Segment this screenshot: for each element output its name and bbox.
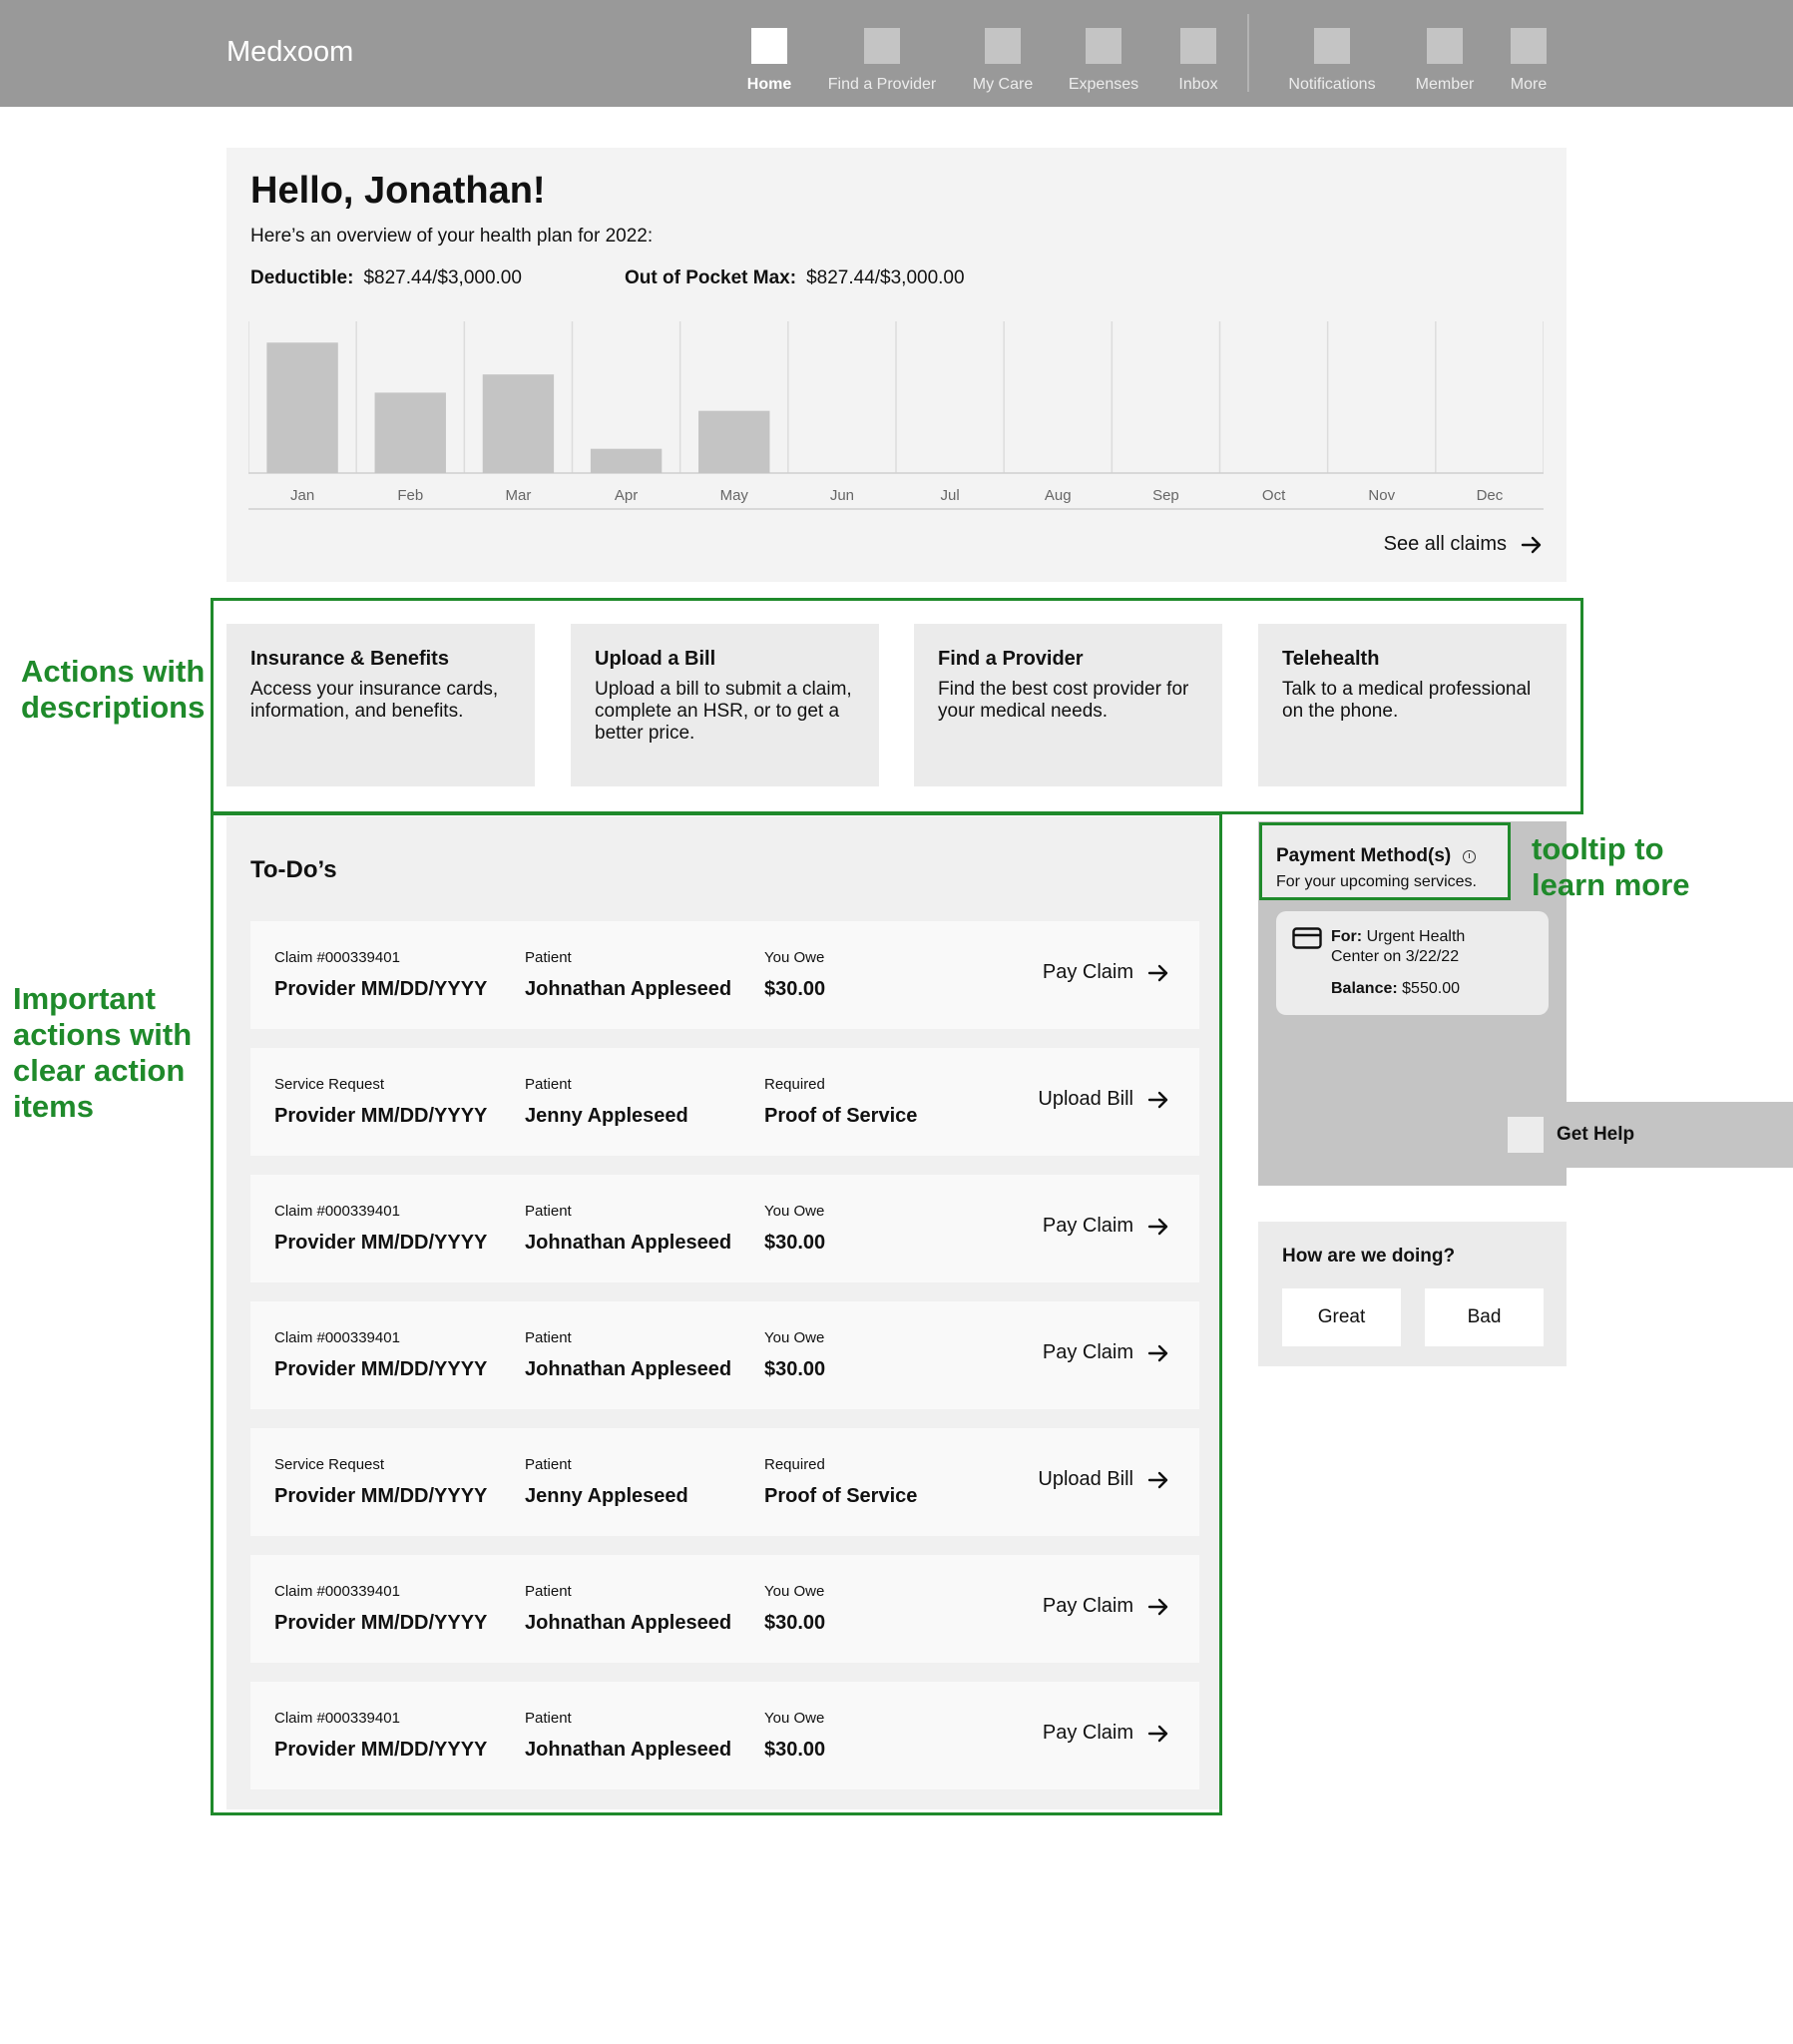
- chart-tick-label: Apr: [614, 487, 639, 504]
- todo-action-label: Pay Claim: [1042, 1595, 1133, 1617]
- todo-caption: Claim #000339401: [274, 949, 400, 966]
- todo-value: Jenny Appleseed: [525, 1105, 688, 1127]
- todo-caption: Service Request: [274, 1076, 385, 1093]
- todo-value: Provider MM/DD/YYYY: [274, 1739, 488, 1761]
- my-care-icon: [985, 28, 1021, 64]
- chart-tick-label: Jun: [829, 487, 855, 504]
- todo-value: $30.00: [764, 1358, 826, 1380]
- payment-for-line: [1331, 927, 1465, 967]
- todo-annotation: Important actions with clear action items: [13, 981, 193, 1124]
- todo-value: Jenny Appleseed: [525, 1485, 688, 1507]
- todo-value: Proof of Service: [764, 1485, 918, 1507]
- todo-value: $30.00: [764, 978, 826, 1000]
- expenses-icon: [1086, 28, 1121, 64]
- nav-label: Inbox: [1178, 76, 1218, 93]
- app-logo[interactable]: Medxoom: [226, 36, 354, 68]
- arrow-right-icon: [1521, 535, 1543, 555]
- todo-caption: You Owe: [764, 1329, 825, 1346]
- greeting-heading: Hello, Jonathan!: [250, 170, 546, 212]
- feedback-widget: [1258, 1222, 1567, 1366]
- nav-label: Find a Provider: [827, 76, 937, 93]
- todo-caption: Patient: [525, 1076, 572, 1093]
- card-description: Upload a bill to submit a claim, complete an HSR, or to get a better price.: [595, 679, 852, 744]
- todo-value: Provider MM/DD/YYYY: [274, 1232, 488, 1254]
- todo-value: Provider MM/DD/YYYY: [274, 1612, 488, 1634]
- oop-max-label: Out of Pocket Max:: [625, 267, 797, 288]
- payment-methods-subtitle: For your upcoming services.: [1276, 873, 1477, 890]
- more-icon: [1511, 28, 1547, 64]
- oop-max-value: $827.44/$3,000.00: [806, 267, 965, 288]
- nav-item-inbox[interactable]: [1123, 28, 1273, 100]
- deductible-stat: [250, 267, 522, 289]
- todo-heading: To-Do’s: [250, 856, 337, 883]
- todo-caption: Required: [764, 1076, 825, 1093]
- notifications-icon: [1314, 28, 1350, 64]
- info-icon[interactable]: [1463, 850, 1476, 863]
- card-title: Insurance & Benefits: [250, 648, 449, 670]
- todo-action-label: Pay Claim: [1042, 1215, 1133, 1237]
- see-all-claims-label: See all claims: [1383, 533, 1507, 555]
- chart-tick-label: Nov: [1368, 487, 1396, 504]
- feedback-bad-button[interactable]: Bad: [1425, 1288, 1544, 1346]
- card-description: Find the best cost provider for your medical needs.: [938, 679, 1189, 722]
- telehealth-card[interactable]: [1258, 624, 1567, 786]
- todo-value: Provider MM/DD/YYYY: [274, 1105, 488, 1127]
- payment-method-card[interactable]: [1276, 911, 1549, 1015]
- see-all-claims-link[interactable]: [1384, 533, 1543, 556]
- tooltip-annotation: tooltip to learn more: [1532, 831, 1690, 902]
- todo-caption: You Owe: [764, 1710, 825, 1727]
- todo-action-label: Pay Claim: [1042, 1341, 1133, 1363]
- nav-item-more[interactable]: [1454, 28, 1603, 100]
- chart-bar-apr: [591, 449, 662, 473]
- home-icon: [751, 28, 787, 64]
- find-provider-card[interactable]: [914, 624, 1222, 786]
- todo-value: Johnathan Appleseed: [525, 1612, 732, 1634]
- overview-subtitle: Here’s an overview of your health plan for 2022:: [250, 226, 654, 247]
- todo-caption: You Owe: [764, 1203, 825, 1220]
- todo-caption: Service Request: [274, 1456, 385, 1473]
- deductible-label: Deductible:: [250, 267, 354, 288]
- payment-balance-line: [1331, 979, 1460, 999]
- card-description: Talk to a medical professional on the phone.: [1282, 679, 1532, 722]
- todo-value: $30.00: [764, 1739, 826, 1761]
- monthly-claims-chart: [248, 321, 1544, 521]
- inbox-icon: [1180, 28, 1216, 64]
- find-provider-icon: [864, 28, 900, 64]
- payment-methods-header: [1259, 822, 1511, 900]
- todo-annotation-frame: [211, 812, 1222, 1815]
- card-description: Access your insurance cards, information, and benefits.: [250, 679, 499, 722]
- balance-value: $550.00: [1402, 980, 1460, 997]
- payment-for-label: For:: [1331, 928, 1363, 945]
- todo-value: Johnathan Appleseed: [525, 1739, 732, 1761]
- upload-bill-card[interactable]: [571, 624, 879, 786]
- todo-caption: Patient: [525, 1710, 572, 1727]
- chart-tick-label: Sep: [1152, 487, 1179, 504]
- todo-action-label: Upload Bill: [1038, 1088, 1133, 1110]
- deductible-value: $827.44/$3,000.00: [363, 267, 522, 288]
- todo-caption: Claim #000339401: [274, 1203, 400, 1220]
- chart-bar-feb: [375, 392, 446, 473]
- todo-value: Johnathan Appleseed: [525, 1358, 732, 1380]
- todo-value: Provider MM/DD/YYYY: [274, 1485, 488, 1507]
- nav-label: My Care: [972, 76, 1034, 93]
- actions-annotation: Actions with descriptions: [21, 654, 206, 725]
- nav-label: Home: [746, 76, 792, 93]
- todo-caption: Required: [764, 1456, 825, 1473]
- payment-for-value: Urgent Health: [1366, 928, 1466, 945]
- chart-tick-label: Feb: [397, 487, 424, 504]
- chart-bar-jan: [266, 342, 337, 473]
- chart-tick-label: Jul: [940, 487, 960, 504]
- todo-caption: Patient: [525, 949, 572, 966]
- nav-label: Member: [1415, 76, 1475, 93]
- todo-caption: You Owe: [764, 949, 825, 966]
- chart-tick-label: Mar: [505, 487, 532, 504]
- todo-value: $30.00: [764, 1612, 826, 1634]
- chart-tick-label: Jan: [289, 487, 315, 504]
- card-title: Upload a Bill: [595, 648, 716, 670]
- feedback-great-button[interactable]: Great: [1282, 1288, 1401, 1346]
- help-icon: [1508, 1117, 1544, 1153]
- todo-value: Provider MM/DD/YYYY: [274, 978, 488, 1000]
- chart-tick-label: Oct: [1261, 487, 1286, 504]
- todo-caption: Patient: [525, 1203, 572, 1220]
- todo-value: Johnathan Appleseed: [525, 1232, 732, 1254]
- balance-label: Balance:: [1331, 980, 1398, 997]
- nav-divider: [1247, 14, 1249, 92]
- nav-label: More: [1510, 76, 1548, 93]
- health-plan-overview: [226, 148, 1567, 582]
- todo-action-label: Upload Bill: [1038, 1468, 1133, 1490]
- chart-tick-label: Dec: [1476, 487, 1504, 504]
- chart-tick-label: May: [719, 487, 748, 504]
- chart-tick-label: Aug: [1044, 487, 1072, 504]
- todo-action-label: Pay Claim: [1042, 961, 1133, 983]
- todo-value: Proof of Service: [764, 1105, 918, 1127]
- payment-for-value-2: Center on 3/22/22: [1331, 948, 1460, 965]
- todo-action-label: Pay Claim: [1042, 1722, 1133, 1744]
- feedback-question: How are we doing?: [1282, 1246, 1456, 1267]
- get-help-label: Get Help: [1557, 1124, 1635, 1145]
- oop-max-stat: [625, 267, 965, 289]
- todo-value: Provider MM/DD/YYYY: [274, 1358, 488, 1380]
- credit-card-icon: [1292, 927, 1322, 949]
- nav-label: Notifications: [1288, 76, 1376, 93]
- todo-caption: Patient: [525, 1329, 572, 1346]
- payment-methods-title: Payment Method(s): [1276, 845, 1452, 866]
- todo-value: $30.00: [764, 1232, 826, 1254]
- todo-caption: Claim #000339401: [274, 1329, 400, 1346]
- todo-value: Johnathan Appleseed: [525, 978, 732, 1000]
- card-title: Find a Provider: [938, 648, 1084, 670]
- top-nav-bar: [0, 0, 1793, 107]
- insurance-benefits-card[interactable]: [226, 624, 535, 786]
- chart-bar-mar: [483, 374, 554, 473]
- card-title: Telehealth: [1282, 648, 1380, 670]
- todo-caption: Claim #000339401: [274, 1583, 400, 1600]
- todo-caption: Patient: [525, 1456, 572, 1473]
- nav-label: Expenses: [1068, 76, 1139, 93]
- todo-caption: Patient: [525, 1583, 572, 1600]
- chart-bar-may: [698, 411, 769, 473]
- todo-caption: You Owe: [764, 1583, 825, 1600]
- get-help-button[interactable]: [1485, 1102, 1793, 1168]
- todo-caption: Claim #000339401: [274, 1710, 400, 1727]
